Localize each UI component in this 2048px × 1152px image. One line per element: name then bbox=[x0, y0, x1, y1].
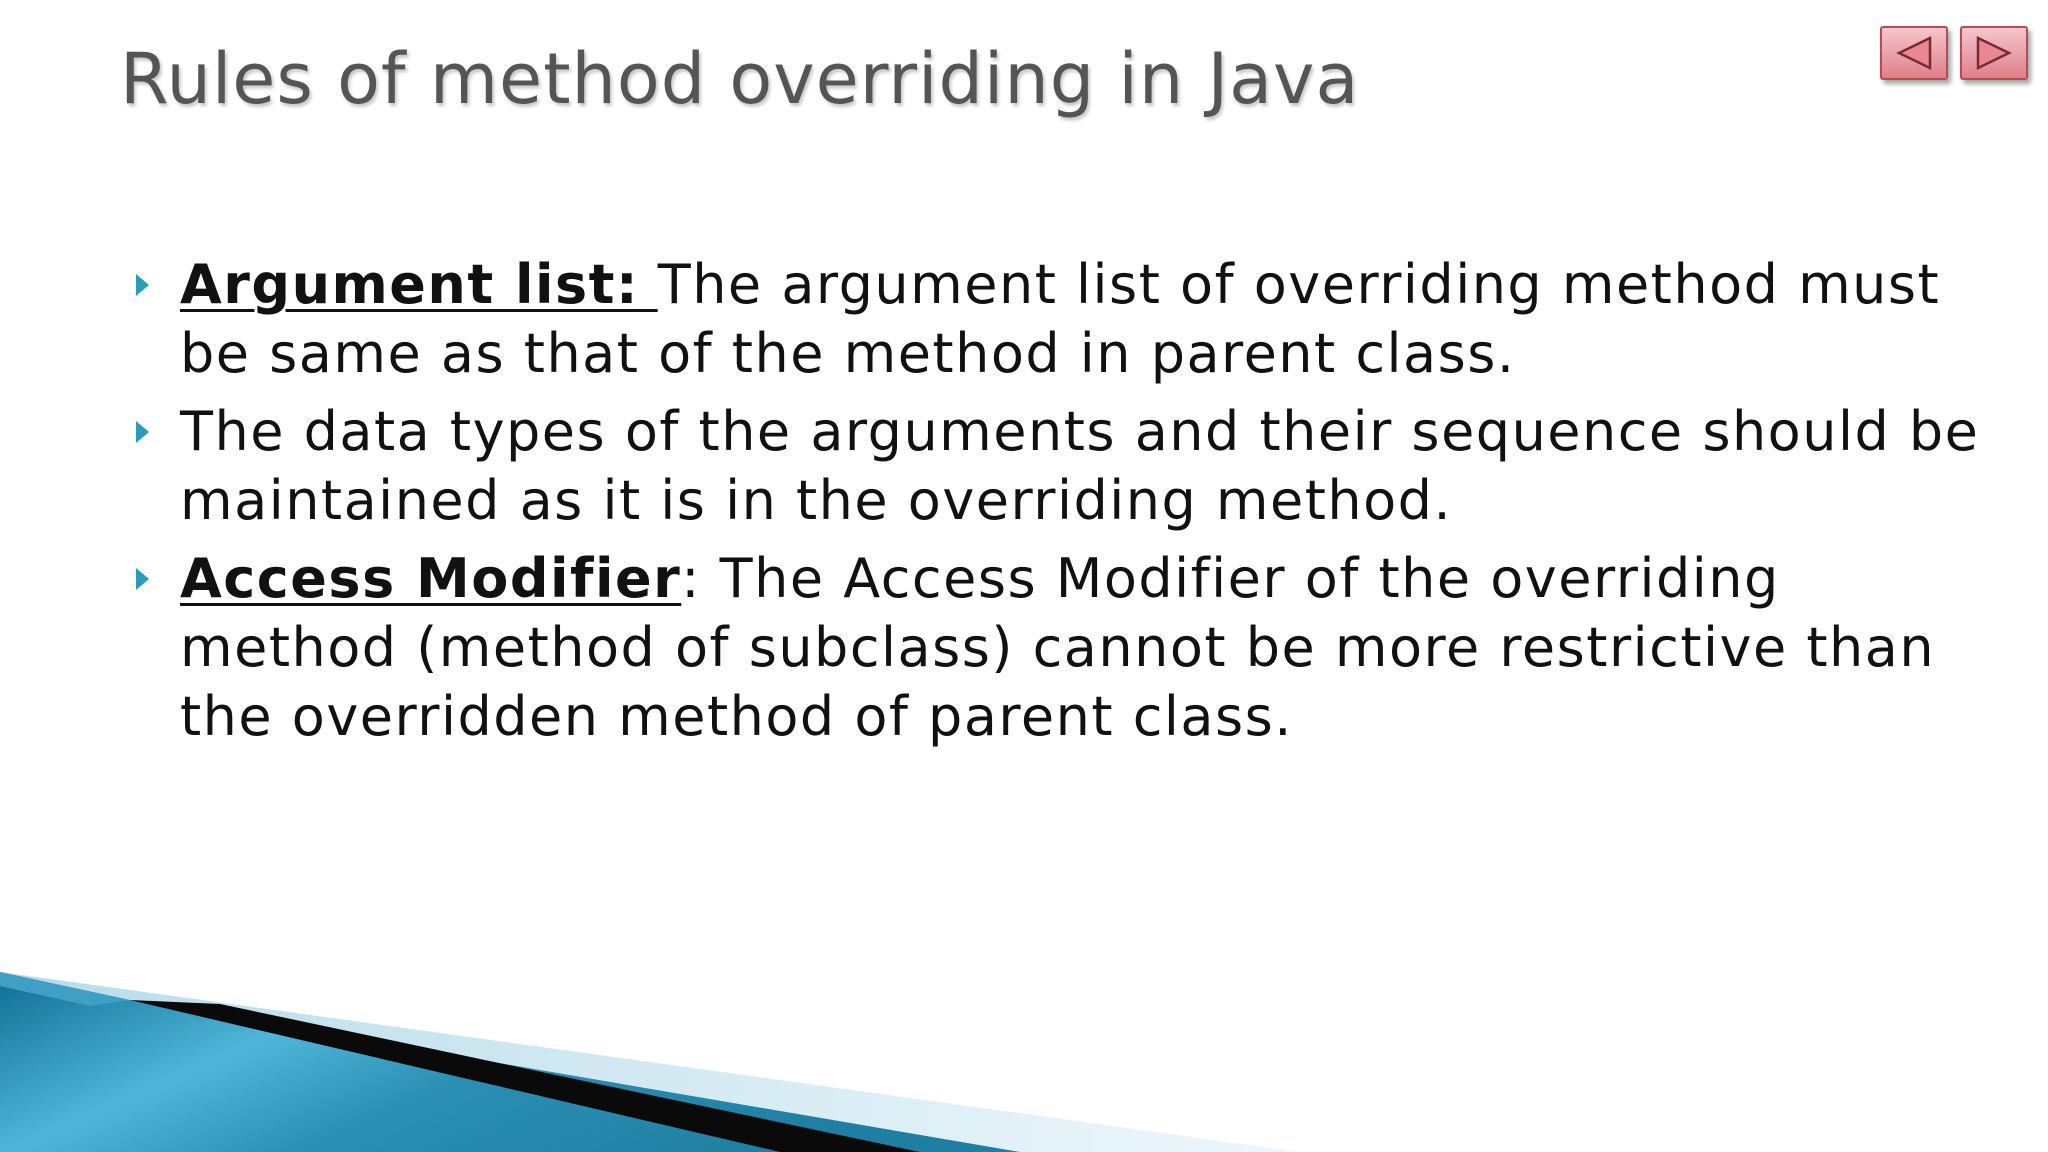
footer-swoosh-decoration bbox=[0, 960, 2048, 1152]
bullet-arrow-icon bbox=[136, 274, 149, 296]
triangle-left-icon bbox=[1894, 35, 1934, 71]
bullet-text: The data types of the arguments and their sequence should be maintained as it is in the overriding method. bbox=[180, 400, 1980, 532]
bullet-text: : The Access Modifier of the overriding method (method of subclass) cannot be more restrictive than the overridden method of parent class. bbox=[180, 547, 1936, 748]
bullet-arrow-icon bbox=[136, 421, 149, 443]
slide-title: Rules of method overriding in Java bbox=[120, 38, 1360, 120]
bullet-list bbox=[136, 250, 1996, 760]
bullet-term: Argument list: bbox=[180, 253, 640, 316]
bullet-term-trail bbox=[639, 253, 658, 316]
bullet-term: Access Modifier bbox=[180, 547, 682, 610]
triangle-right-icon bbox=[1974, 35, 2014, 71]
bullet-arrow-icon bbox=[136, 568, 149, 590]
bullet-data-types bbox=[136, 397, 1996, 535]
previous-slide-button[interactable] bbox=[1880, 26, 1948, 80]
bullet-text: The argument list of overriding method must be same as that of the method in parent class. bbox=[180, 253, 1941, 385]
slide-navigation bbox=[1880, 26, 2028, 80]
bullet-access-modifier bbox=[136, 544, 1996, 751]
next-slide-button[interactable] bbox=[1960, 26, 2028, 80]
bullet-argument-list bbox=[136, 250, 1996, 388]
